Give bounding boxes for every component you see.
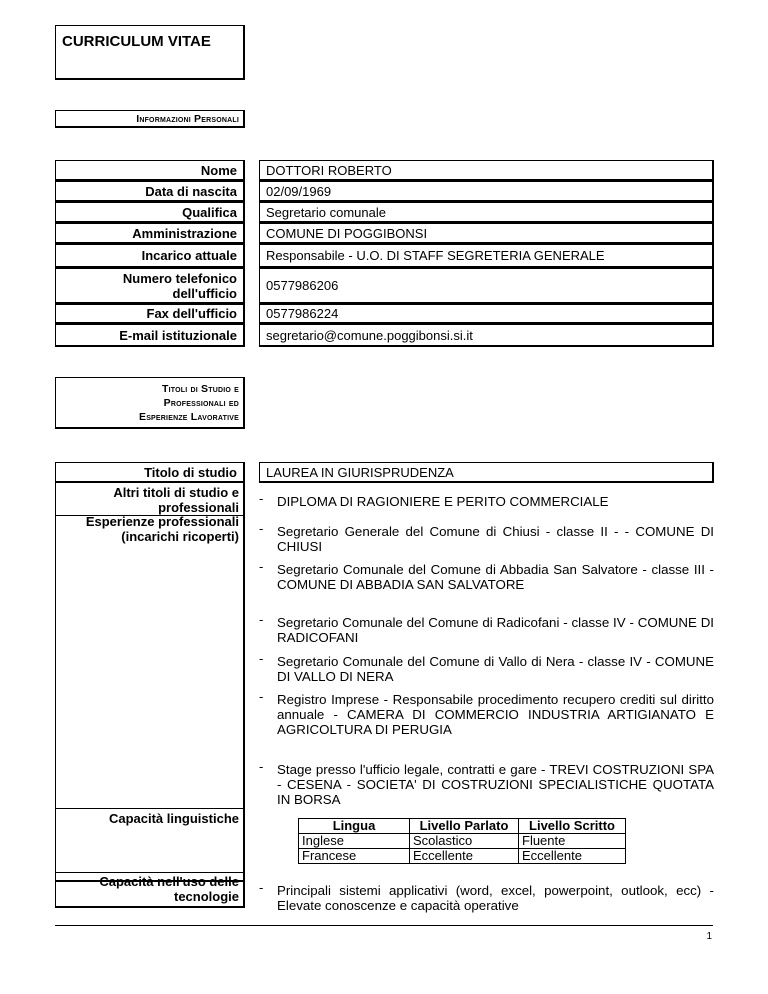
item-tecnologie-text: Principali sistemi applicativi (word, excel, powerpoint, outlook, ecc) - Elevate conoscenze e capacità operative — [277, 883, 714, 913]
personal-label-text: Numero telefonico dell'ufficio — [122, 270, 237, 301]
dash-marker: - — [259, 559, 264, 574]
experience-item-text: Segretario Comunale del Comune di Radicofani - classe IV - COMUNE DI RADICOFANI — [277, 615, 714, 645]
personal-label — [55, 244, 245, 268]
label-tecnologie-line-1: Capacità nell'uso delle — [99, 874, 239, 889]
value-titolo-studio-text: LAUREA IN GIURISPRUDENZA — [266, 464, 454, 480]
personal-value — [259, 160, 714, 181]
label-esperienze-line-1: Esperienze professionali — [85, 514, 239, 529]
personal-label-text: Nome — [200, 162, 237, 178]
header-parlato: Livello Parlato — [410, 819, 519, 834]
experience-item — [259, 689, 714, 737]
personal-label-text: Incarico attuale — [141, 248, 237, 263]
cell-lingua: Francese — [299, 849, 410, 864]
personal-value-text: 0577986224 — [266, 306, 339, 321]
table-row — [299, 834, 626, 849]
label-tecnologie-line-2: tecnologie — [173, 889, 239, 904]
label-esperienze-line-2: (incarichi ricoperti) — [121, 529, 239, 544]
experience-item-text: Stage presso l'ufficio legale, contratti e gare - TREVI COSTRUZIONI SPA - CESENA - SOCIETA' DI COSTRUZIONI SPECIALISTICHE QUOTATA IN BORSA — [277, 762, 714, 807]
personal-label — [55, 160, 245, 181]
cell-scritto: Fluente — [519, 834, 626, 849]
label-altri-titoli-line-1: Altri titoli di studio e — [113, 485, 239, 500]
dash-marker: - — [259, 689, 264, 704]
section-heading-personal — [55, 110, 245, 128]
table-row — [299, 849, 626, 864]
personal-label-text: Qualifica — [182, 204, 237, 220]
experience-item-text: Registro Imprese - Responsabile procedimento recupero crediti sul diritto annuale - CAMERA DI COMMERCIO INDUSTRIA ARTIGIANATO E AGRICOLTURA DI PERUGIA — [277, 692, 714, 737]
personal-value — [259, 324, 714, 347]
cell-lingua: Inglese — [299, 834, 410, 849]
dash-marker: - — [259, 521, 264, 536]
experience-item-text: Segretario Comunale del Comune di Abbadia San Salvatore - classe III - COMUNE DI ABBADIA SAN SALVATORE — [277, 562, 714, 592]
cell-scritto: Eccellente — [519, 849, 626, 864]
personal-value-text: 0577986206 — [266, 278, 339, 293]
experience-item — [259, 651, 714, 684]
personal-value — [259, 268, 714, 304]
item-altri-titoli — [259, 491, 714, 509]
section-heading-titoli — [55, 377, 245, 429]
personal-value-text: DOTTORI ROBERTO — [266, 162, 392, 178]
experience-item — [259, 612, 714, 645]
header-scritto: Livello Scritto — [519, 819, 626, 834]
personal-value-text: segretario@comune.poggibonsi.si.it — [266, 327, 473, 343]
personal-value-text: COMUNE DI POGGIBONSI — [266, 225, 428, 241]
personal-label — [55, 223, 245, 244]
label-lingue — [55, 809, 245, 827]
experience-item — [259, 521, 714, 554]
experience-item-text: Segretario Generale del Comune di Chiusi - classe II - - COMUNE DI CHIUSI — [277, 524, 714, 554]
personal-value-text: Segretario comunale — [266, 204, 386, 220]
personal-value-text: 02/09/1969 — [266, 183, 332, 199]
cell-parlato: Scolastico — [410, 834, 519, 849]
personal-value — [259, 304, 714, 324]
personal-label — [55, 181, 245, 202]
personal-value — [259, 223, 714, 244]
label-titolo-studio — [55, 462, 245, 483]
dash-marker: - — [259, 759, 264, 774]
dash-marker: - — [259, 651, 264, 666]
section-personal-text: Informazioni Personali — [136, 113, 239, 125]
dash-marker: - — [259, 880, 264, 895]
label-titolo-studio-text: Titolo di studio — [144, 464, 237, 480]
experience-item — [259, 559, 714, 592]
personal-label-text: E-mail istituzionale — [119, 327, 237, 343]
personal-label — [55, 324, 245, 347]
personal-label — [55, 268, 245, 304]
cell-parlato: Eccellente — [410, 849, 519, 864]
personal-label — [55, 304, 245, 324]
experience-item — [259, 759, 714, 807]
personal-value — [259, 181, 714, 202]
dash-marker: - — [259, 612, 264, 627]
item-altri-titoli-text: DIPLOMA DI RAGIONIERE E PERITO COMMERCIALE — [277, 494, 609, 509]
dash-marker: - — [259, 491, 264, 506]
personal-value — [259, 244, 714, 268]
label-lingue-text: Capacità linguistiche — [108, 810, 239, 826]
section-titoli-line-1: Titoli di Studio e — [162, 383, 239, 395]
section-titoli-line-2: Professionali ed — [163, 397, 239, 409]
experience-item-text: Segretario Comunale del Comune di Vallo di Nera - classe IV - COMUNE DI VALLO DI NERA — [277, 654, 714, 684]
personal-label — [55, 202, 245, 223]
cv-title: CURRICULUM VITAE — [62, 33, 211, 50]
value-titolo-studio — [259, 462, 714, 483]
label-altri-titoli — [55, 484, 245, 516]
language-table-header — [299, 819, 626, 834]
page-number: 1 — [706, 931, 712, 942]
label-esperienze — [55, 514, 245, 546]
personal-label-text: Amministrazione — [132, 225, 237, 241]
language-table — [298, 818, 626, 864]
cv-title-box — [55, 25, 245, 80]
personal-label-text: Data di nascita — [145, 183, 237, 199]
personal-value-text: Responsabile - U.O. DI STAFF SEGRETERIA GENERALE — [266, 248, 605, 263]
footer-rule — [55, 925, 713, 926]
personal-label-text: Fax dell'ufficio — [146, 306, 237, 321]
personal-value — [259, 202, 714, 223]
section-titoli-line-3: Esperienze Lavorative — [138, 411, 239, 423]
header-lingua: Lingua — [299, 819, 410, 834]
language-table-wrap — [298, 818, 626, 864]
item-tecnologie — [259, 880, 714, 913]
left-column-bottom — [55, 872, 245, 908]
label-altri-titoli-line-2: professionali — [158, 500, 239, 515]
